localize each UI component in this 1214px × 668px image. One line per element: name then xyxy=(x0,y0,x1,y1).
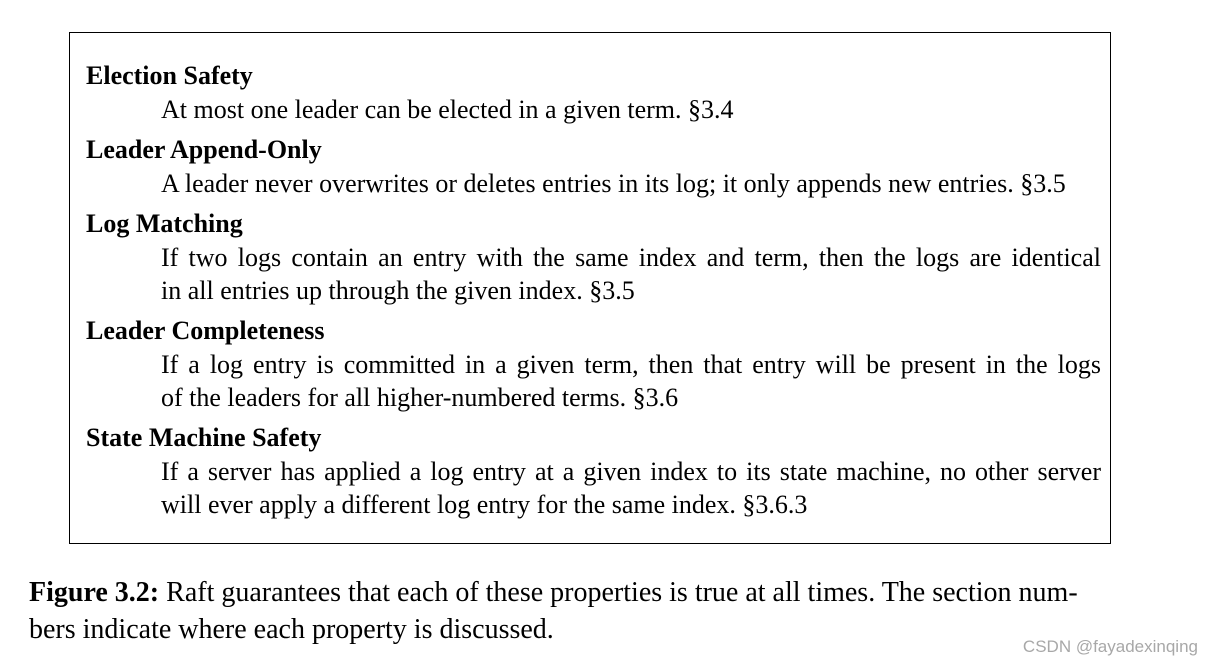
properties-box xyxy=(69,32,1111,544)
property-description-election-safety xyxy=(161,93,1101,126)
description-line: If a server has applied a log entry at a given index to its state machine, no other server xyxy=(161,457,1101,486)
property-description-state-machine-safety xyxy=(161,455,1101,521)
watermark: CSDN @fayadexinqing xyxy=(1022,637,1198,656)
figure-label: Figure 3.2: xyxy=(29,577,160,608)
property-title-leader-completeness: Leader Completeness xyxy=(86,316,325,345)
property-description-leader-completeness xyxy=(161,348,1101,414)
description-line: in all entries up through the given index. §3.5 xyxy=(161,276,635,305)
property-title-log-matching: Log Matching xyxy=(86,209,243,238)
figure-caption xyxy=(29,574,1164,648)
description-line: At most one leader can be elected in a given term. §3.4 xyxy=(161,95,734,124)
description-line: If two logs contain an entry with the same index and term, then the logs are identical xyxy=(161,243,1101,272)
property-title-state-machine-safety: State Machine Safety xyxy=(86,423,322,452)
property-description-leader-append-only xyxy=(161,167,1101,200)
caption-line-1 xyxy=(29,574,1164,611)
description-line: A leader never overwrites or deletes entries in its log; it only appends new entries. §3.5 xyxy=(161,169,1066,198)
description-line: will ever apply a different log entry for the same index. §3.6.3 xyxy=(161,490,808,519)
description-line: If a log entry is committed in a given term, then that entry will be present in the logs xyxy=(161,350,1101,379)
caption-line-2: bers indicate where each property is discussed. xyxy=(29,614,554,645)
property-title-leader-append-only: Leader Append-Only xyxy=(86,135,322,164)
caption-text-1: Raft guarantees that each of these properties is true at all times. The section num- xyxy=(159,577,1078,608)
description-line: of the leaders for all higher-numbered terms. §3.6 xyxy=(161,383,679,412)
property-description-log-matching xyxy=(161,241,1101,307)
property-title-election-safety: Election Safety xyxy=(86,61,253,90)
